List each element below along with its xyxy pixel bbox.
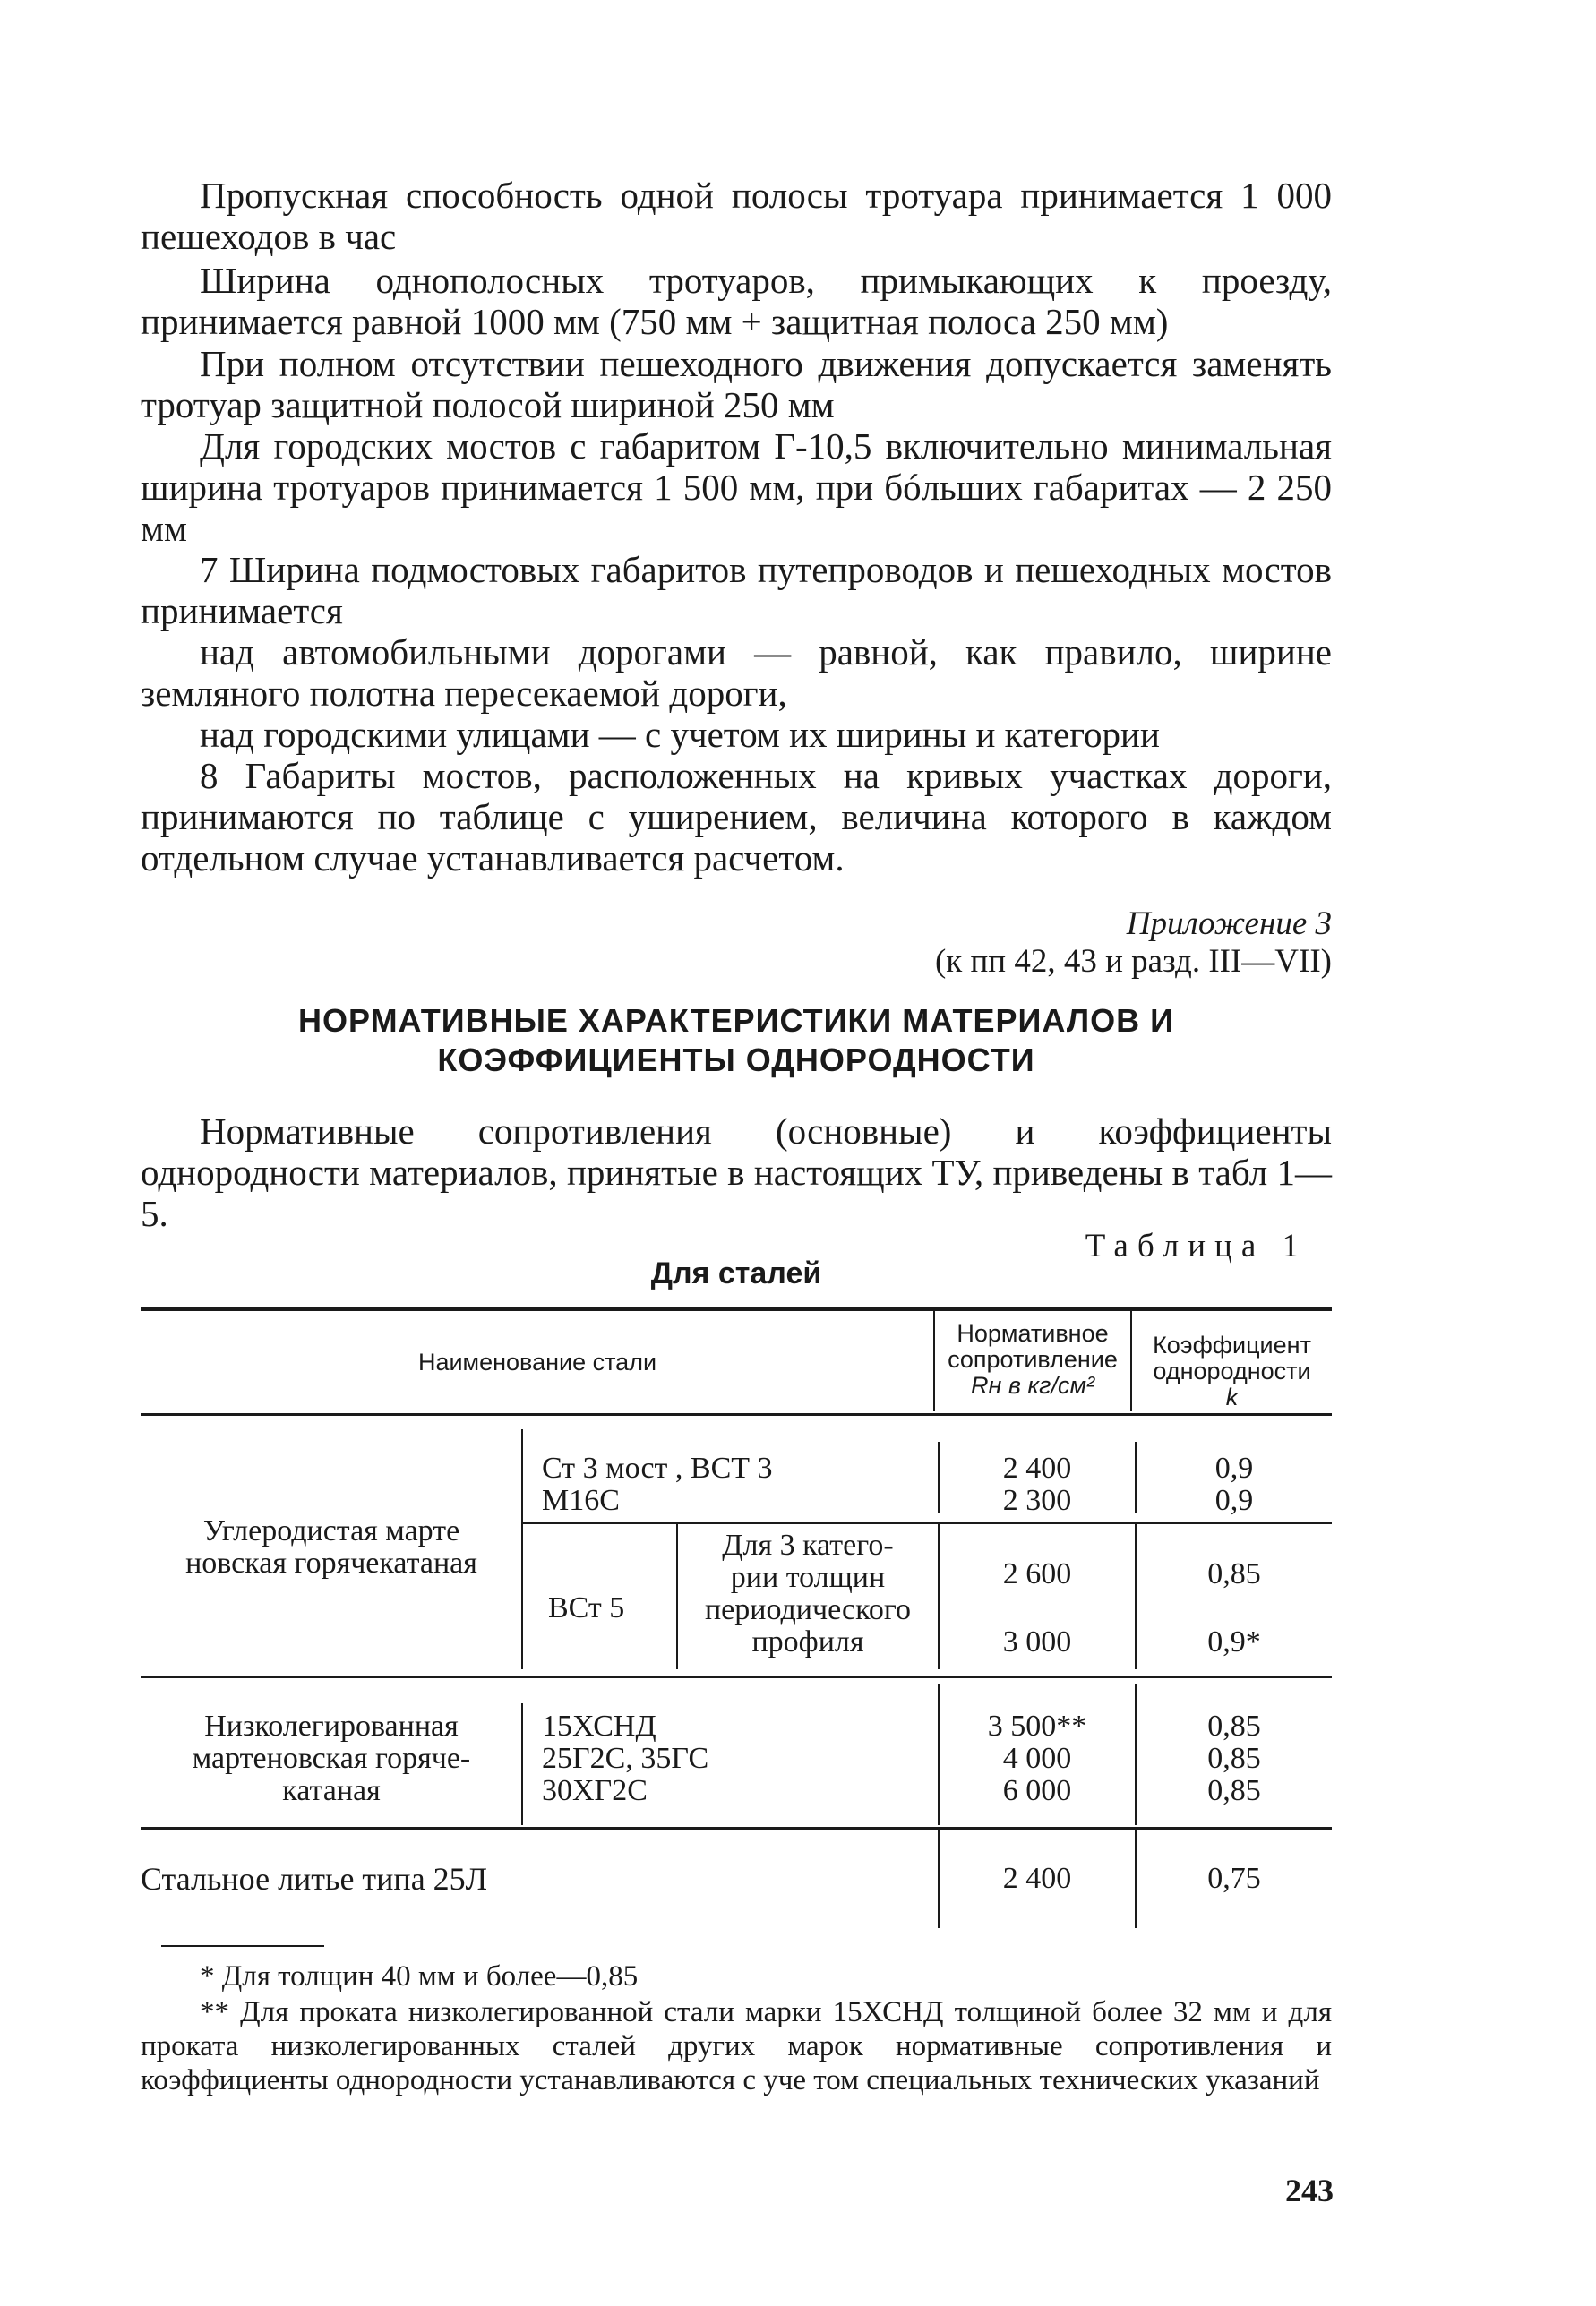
paragraph-sidewalk-width — [141, 260, 1332, 342]
group1-sub-grade: ВСт 5 — [548, 1591, 625, 1624]
paragraph-streets — [141, 714, 1332, 755]
group1-grade-2: М16С — [542, 1484, 620, 1517]
group1-r-2: 2 300 — [1002, 1484, 1072, 1517]
page-number: 243 — [1285, 2173, 1334, 2208]
paragraph-text: над автомобильными дорогами — равной, как правило, ширине земляного полотна пересекаемой дороги, — [141, 631, 1332, 714]
paragraph-text: При полном отсутствии пешеходного движения допускается заменять тротуар защитной полосой шириной 250 мм — [141, 343, 1332, 425]
header-coefficient-2: однородности — [1153, 1358, 1311, 1384]
group1-sub-desc-1: Для 3 катего- — [722, 1529, 894, 1562]
group1-name-1: Углеродистая марте — [202, 1514, 460, 1547]
paragraph-text: 8 Габариты мостов, расположенных на кривых участках дороги, принимаются по таблице с уширением, величина которого в каждом отдельном случае устанавливается расчетом. — [141, 755, 1332, 879]
group1-grade-1: Ст 3 мост , ВСТ 3 — [542, 1452, 773, 1485]
group1-sub-desc-2: рии толщин — [730, 1561, 886, 1594]
paragraph-city-bridges — [141, 425, 1332, 549]
group3-k: 0,75 — [1207, 1862, 1261, 1895]
group2-name-1: Низколегированная — [204, 1710, 459, 1743]
table-title: Для сталей — [650, 1256, 822, 1290]
paragraph-text: Ширина однополосных тротуаров, примыкающих к проезду, принимается равной 1000 мм (750 мм + защитная полоса 250 мм) — [141, 260, 1332, 342]
group1-name-2: новская горячекатаная — [185, 1547, 477, 1580]
group2-bottom-rule — [141, 1827, 1332, 1830]
group2-name-3: катаная — [282, 1774, 381, 1807]
appendix-label-text: Приложение 3 — [1126, 905, 1332, 942]
paragraph-text: над городскими улицами — с учетом их ширины и категории — [200, 714, 1160, 755]
footnote-1: * Для толщин 40 мм и более—0,85 — [200, 1960, 639, 1993]
intro-text: Нормативные сопротивления (основные) и коэффициенты однородности материалов, принятые в настоящих ТУ, приведены в табл 1—5. — [141, 1110, 1332, 1234]
section-heading-line-2: КОЭФФИЦИЕНТЫ ОДНОРОДНОСТИ — [437, 1042, 1035, 1078]
paragraph-text: Для городских мостов с габаритом Г-10,5 включительно минимальная ширина тротуаров принимается 1 500 мм, при бóльших габаритах — 2 250 мм — [141, 425, 1332, 549]
group1-sub-r-2: 3 000 — [1002, 1625, 1072, 1659]
group1-sub-desc-4: профиля — [751, 1625, 864, 1659]
group1-sub-rule — [523, 1522, 1332, 1524]
table-number: Таблица 1 — [1085, 1228, 1308, 1264]
footnote-separator — [161, 1945, 324, 1947]
appendix-label — [1127, 904, 1332, 944]
header-coefficient-3: k — [1225, 1384, 1239, 1410]
paragraph-capacity — [141, 175, 1332, 257]
paragraph-item-7 — [141, 549, 1332, 631]
group2-name-2: мартеновская горяче- — [192, 1742, 471, 1775]
name-divider-2 — [521, 1703, 523, 1825]
footnote-2 — [141, 1995, 1332, 2097]
group3-name: Стальное литье типа 25Л — [141, 1861, 488, 1897]
group2-k-2: 0,85 — [1207, 1742, 1261, 1775]
header-resistance-1: Нормативное — [957, 1320, 1109, 1347]
paragraph-no-pedestrian — [141, 343, 1332, 425]
group2-grade-1: 15ХСНД — [542, 1710, 656, 1743]
group1-bottom-rule — [141, 1676, 1332, 1678]
group2-r-2: 4 000 — [1002, 1742, 1072, 1775]
header-resistance-3: Rн в кг/см² — [970, 1372, 1095, 1399]
group2-k-1: 0,85 — [1207, 1710, 1261, 1743]
group1-sub-k-1: 0,85 — [1207, 1557, 1261, 1590]
name-divider-1 — [521, 1429, 523, 1669]
group1-sub-desc-3: периодического — [704, 1593, 911, 1626]
header-steel-name: Наименование стали — [417, 1349, 657, 1376]
group1-sub-k-2: 0,9* — [1207, 1625, 1261, 1659]
group1-k-2: 0,9 — [1214, 1484, 1254, 1517]
group2-grade-3: 30ХГ2С — [542, 1774, 648, 1807]
group1-r-1: 2 400 — [1002, 1452, 1072, 1485]
section-heading-line-1: НОРМАТИВНЫЕ ХАРАКТЕРИСТИКИ МАТЕРИАЛОВ И — [298, 1002, 1174, 1039]
group3-r: 2 400 — [1002, 1862, 1072, 1895]
appendix-reference: (к пп 42, 43 и разд. III—VII) — [934, 943, 1332, 980]
group2-k-3: 0,85 — [1207, 1774, 1261, 1807]
group2-grade-2: 25Г2С, 35ГС — [542, 1742, 709, 1775]
header-bottom-rule — [141, 1413, 1332, 1416]
paragraph-item-8 — [141, 755, 1332, 879]
paragraph-text: 7 Ширина подмостовых габаритов путепроводов и пешеходных мостов принимается — [141, 549, 1332, 631]
group1-sub-r-1: 2 600 — [1002, 1557, 1072, 1590]
paragraph-text: Пропускная способность одной полосы тротуара принимается 1 000 пешеходов в час — [141, 175, 1332, 257]
group2-r-3: 6 000 — [1002, 1774, 1072, 1807]
group2-r-1: 3 500** — [987, 1710, 1087, 1743]
group1-k-1: 0,9 — [1214, 1452, 1254, 1485]
paragraph-roads — [141, 631, 1332, 714]
footnote-2-text: ** Для проката низколегированной стали марки 15ХСНД толщиной более 32 мм и для проката низколегированных сталей других марок нормативные сопротивления и коэффициенты однородности устанавливаются с уче том специальных технических указаний — [141, 1996, 1332, 2096]
header-resistance-2: сопротивление — [948, 1346, 1118, 1373]
intro-paragraph — [141, 1110, 1332, 1234]
header-coefficient-1: Коэффициент — [1153, 1332, 1311, 1359]
table-top-rule — [141, 1307, 1332, 1311]
